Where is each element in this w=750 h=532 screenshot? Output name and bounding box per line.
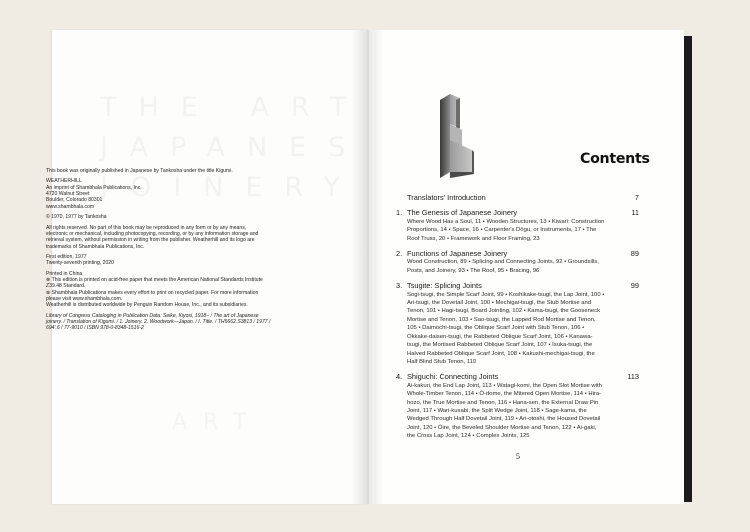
copyright-line: Twenty-seventh printing, 2020 bbox=[46, 260, 114, 267]
copyright-line: retrieval system, without permission in writing from the publisher. Weatherhill and its logo are bbox=[46, 237, 255, 244]
copyright-line: An imprint of Shambhala Publications, Inc. bbox=[46, 184, 142, 191]
toc-chapter-title: Functions of Japanese Joinery bbox=[407, 249, 508, 259]
toc-page-number: 7 bbox=[634, 193, 639, 202]
toc-entry bbox=[396, 193, 639, 202]
toc-heading bbox=[396, 208, 639, 217]
toc-section-line: Wedged Through Half Dovetail Joint, 119 • Ari-otoshi, the Housed Dovetail bbox=[407, 416, 601, 423]
copyright-paragraph bbox=[46, 225, 292, 250]
toc-page-number: 99 bbox=[630, 281, 639, 291]
copyright-line: First edition, 1977 bbox=[46, 254, 87, 261]
toc-sections bbox=[407, 218, 639, 243]
copyright-paragraph bbox=[46, 313, 292, 332]
toc-section-line: 105 • Daimochi-tsugi, the Oblique Scarf Joint with Stub Tenon, 106 • bbox=[407, 325, 585, 332]
toc-section-line: Okkake-daisen-tsugi, the Rabbeted Oblique Scarf Joint, 106 • Kanawa- bbox=[407, 333, 593, 340]
toc-chapter-number: 3. bbox=[396, 281, 403, 291]
back-cover-edge bbox=[684, 36, 692, 502]
toc-section-line: Mortise and Tenon, 103 • Sao-tsugi, the Lapped Rod Mortise and Tenon, bbox=[407, 316, 596, 323]
page-title: Contents bbox=[580, 151, 650, 167]
toc-sections bbox=[407, 258, 639, 275]
toc-chapter-title: The Genesis of Japanese Joinery bbox=[407, 208, 518, 218]
copyright-line: Weatherhill is distributed worldwide by Penguin Random House, Inc., and its subsidiaries. bbox=[46, 302, 248, 309]
toc-entry bbox=[396, 208, 639, 243]
toc-section-line: Proportions, 14 • Space, 16 • Carpenter's Dōgu, or Instruments, 17 • The bbox=[407, 227, 597, 234]
copyright-line: Library of Congress Cataloging in Publication Data: Seike, Kiyosi, 1918– / The art of Japanese bbox=[46, 312, 259, 319]
toc-section-line: Halved Rabbeted Oblique Scarf Joint, 108 • Kakushi-mechigai-tsugi, the bbox=[407, 350, 595, 357]
show-through-word bbox=[172, 410, 332, 435]
toc-section-line: the Cross Lap Joint, 124 • Complex Joints, 125 bbox=[407, 433, 530, 440]
toc-chapter-title: Tsugite: Splicing Joints bbox=[407, 281, 482, 291]
toc-chapter-title: Translators' Introduction bbox=[407, 193, 486, 202]
toc-section-line: hozo, the True Mortise and Tenon, 116 • Hana-sen, the External Draw Pin bbox=[407, 399, 599, 406]
copyright-paragraph bbox=[46, 271, 292, 309]
copyright-line: joinery. / Translation of Kigumi. / 1. Joinery. 2. Woodwork—Japan. / I. Title. / TH5662.S3813 / 1977 / bbox=[46, 319, 271, 326]
copyright-line: This book was originally published in Japanese by Tankosha under the title Kigumi. bbox=[46, 168, 233, 174]
toc-page-number: 113 bbox=[627, 372, 639, 382]
copyright-text bbox=[46, 168, 292, 336]
toc-section-line: Wood Construction, 89 • Splicing and Connecting Joints, 92 • Groundsills, bbox=[407, 259, 599, 266]
copyright-paragraph bbox=[46, 254, 292, 267]
copyright-line: 694'.6 / 77-9010 / ISBN 978-0-8348-1516-2 bbox=[46, 325, 144, 332]
toc-sections bbox=[407, 291, 639, 367]
toc-chapter-number bbox=[396, 193, 407, 202]
toc-section-line: Ari-tsugi, the Dovetail Joint, 100 • Mechigai-tsugi, the Stub Mortise and bbox=[407, 300, 592, 307]
toc-heading bbox=[396, 249, 639, 258]
copyright-paragraph bbox=[46, 178, 292, 209]
copyright-line: Boulder, Colorado 80301 bbox=[46, 197, 103, 204]
toc-chapter-number: 4. bbox=[396, 372, 403, 382]
toc-chapter-title: Shiguchi: Connecting Joints bbox=[407, 372, 499, 382]
copyright-line: WEATHERHILL bbox=[46, 178, 82, 185]
page-number: 5 bbox=[516, 452, 520, 461]
copyright-line: 4720 Walnut Street bbox=[46, 191, 90, 198]
copyright-line: ⊗ This edition is printed on acid-free paper that meets the American National Standards Institute bbox=[46, 277, 263, 284]
toc-heading bbox=[396, 193, 639, 202]
copyright-line: ⊗ Shambhala Publications makes every effort to print on recycled paper. For more information bbox=[46, 289, 259, 296]
copyright-paragraph bbox=[46, 214, 292, 220]
toc-section-line: Joint, 117 • Wari-kusabi, the Split Wedge Joint, 118 • Sage-kama, the bbox=[407, 407, 587, 414]
toc-section-line: Half Blind Stub Tenon, 110 bbox=[407, 358, 477, 365]
toc-section-line: Tenon, 101 • Hagi-tsugi, Board Jointing, 102 • Kama-tsugi, the Gooseneck bbox=[407, 308, 601, 315]
copyright-line: www.shambhala.com bbox=[46, 203, 95, 210]
toc-sections bbox=[407, 382, 639, 441]
toc-heading bbox=[396, 372, 639, 381]
toc-chapter-number: 1. bbox=[396, 208, 403, 218]
toc-page-number: 11 bbox=[631, 208, 639, 218]
ghost-line bbox=[100, 128, 360, 168]
toc-entry bbox=[396, 249, 639, 275]
toc-section-line: Sogi-tsugi, the Simple Scarf Joint, 99 • Koshikake-tsugi, the Lap Joint, 100 • bbox=[407, 291, 605, 298]
toc-section-line: Joint, 120 • Ōire, the Beveled Shoulder Mortise and Tenon, 122 • Ai-gaki, bbox=[407, 424, 597, 431]
weatherhill-logo-icon bbox=[436, 94, 476, 178]
copyright-paragraph bbox=[46, 168, 292, 174]
copyright-line: © 1970, 1977 by Tankosha bbox=[46, 214, 107, 221]
copyright-line: Printed in China bbox=[46, 270, 83, 277]
copyright-line: All rights reserved. No part of this book may be reproduced in any form or by any means, bbox=[46, 224, 247, 231]
toc-chapter-number: 2. bbox=[396, 249, 403, 259]
toc-section-line: Roof Truss, 20 • Framework and Floor Framing, 23 bbox=[407, 235, 540, 242]
copyright-line: trademarks of Shambhala Publications, Inc. bbox=[46, 243, 145, 250]
table-of-contents bbox=[396, 193, 639, 447]
toc-entry bbox=[396, 372, 639, 440]
ghost-line bbox=[100, 88, 360, 128]
toc-section-line: Ai-kakuri, the End Lap Joint, 113 • Watagi-komi, the Open Slot Mortise with bbox=[407, 382, 602, 389]
copyright-line: electronic or mechanical, including photocopying, recording, or by any information storage and bbox=[46, 230, 259, 237]
toc-section-line: tsugi, the Mortised Rabbeted Oblique Scarf Joint, 107 • Isuka-tsugi, the bbox=[407, 342, 593, 349]
toc-section-line: Whole-Timber Tenon, 114 • Ō-dome, the Mitered Open Mortise, 114 • Hira- bbox=[407, 391, 602, 398]
toc-section-line: Posts, and Joinery, 93 • The Roof, 95 • Bracing, 96 bbox=[407, 267, 540, 274]
copyright-line: Z39.48 Standard. bbox=[46, 283, 86, 290]
copyright-line: please visit www.shambhala.com. bbox=[46, 295, 123, 302]
toc-section-line: Where Wood Has a Soul, 11 • Wooden Structures, 13 • Kiwari: Construction bbox=[407, 218, 605, 225]
toc-entry bbox=[396, 281, 639, 366]
toc-page-number: 89 bbox=[630, 249, 639, 259]
toc-heading bbox=[396, 281, 639, 290]
